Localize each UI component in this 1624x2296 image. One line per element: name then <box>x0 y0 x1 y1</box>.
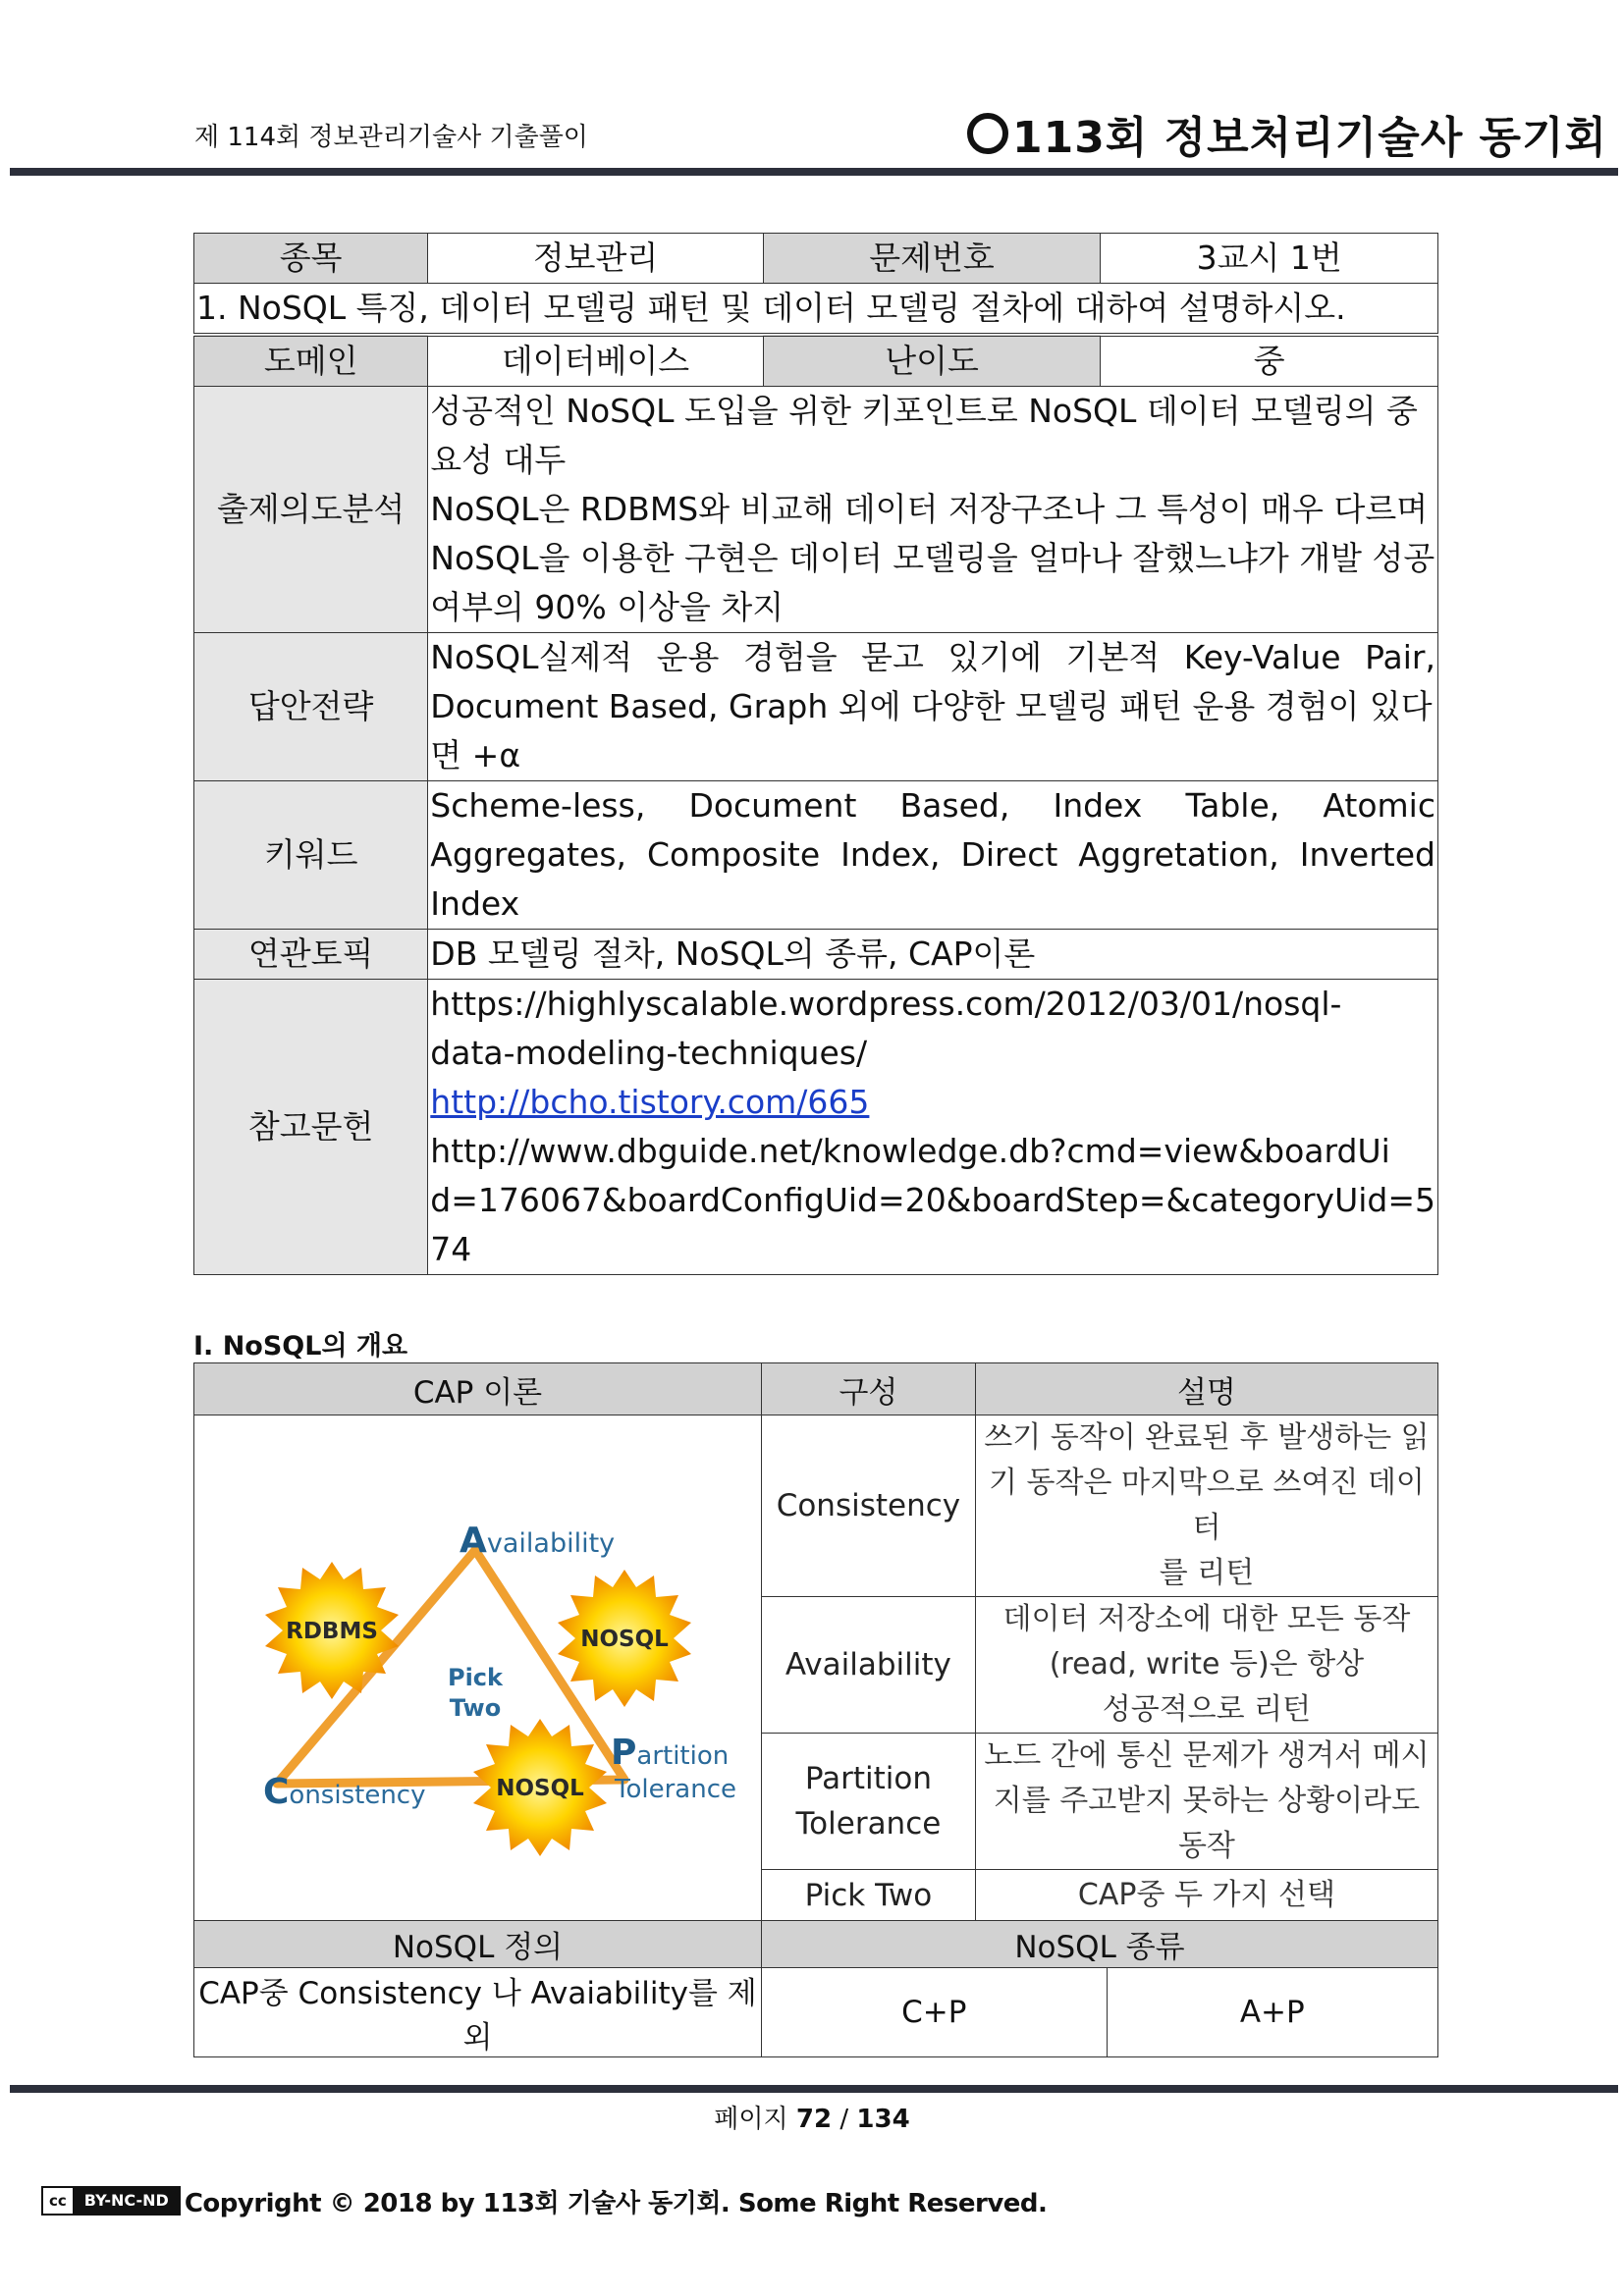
difficulty-label: 난이도 <box>763 335 1101 387</box>
strategy-line: Document Based, Graph 외에 다양한 모델링 패턴 운용 경험이 있다 <box>430 687 1433 725</box>
license-type: BY-NC-ND <box>75 2188 179 2214</box>
cap-col-description: 설명 <box>975 1363 1437 1415</box>
desc-line: 데이터 저장소에 대한 모든 동작 <box>1002 1602 1411 1636</box>
subject-label: 종목 <box>194 234 428 284</box>
desc-line: 기 동작은 마지막으로 쓰여진 데이터 <box>989 1466 1425 1545</box>
page-current: 72 <box>795 2105 833 2134</box>
strategy-label: 답안전략 <box>194 633 428 781</box>
strategy-content <box>428 633 1438 781</box>
cap-component-availability: Availability <box>761 1597 975 1734</box>
cap-col-theory: CAP 이론 <box>194 1363 762 1415</box>
problem-number-label: 문제번호 <box>763 234 1101 284</box>
domain-label: 도메인 <box>194 335 428 387</box>
desc-line: 동작 <box>1177 1829 1235 1863</box>
cap-triangle-diagram <box>202 1442 752 1894</box>
header-divider <box>10 168 1618 176</box>
reference-line: http://www.dbguide.net/knowledge.db?cmd=view&boardUi <box>430 1132 1390 1170</box>
cap-component-consistency: Consistency <box>761 1415 975 1597</box>
strategy-line: NoSQL실제적 운용 경험을 묻고 있기에 기본적 Key-Value Pair, <box>430 638 1435 676</box>
nosql-definition-value: CAP중 Consistency 나 Avaiability를 제외 <box>194 1968 762 2057</box>
related-topic-label: 연관토픽 <box>194 930 428 980</box>
desc-line: 지를 주고받지 못하는 상황이라도 <box>993 1784 1421 1818</box>
desc-line: 를 리턴 <box>1159 1556 1255 1590</box>
desc-line: 쓰기 동작이 완료된 후 발생하는 읽 <box>984 1420 1430 1455</box>
cap-theory-table <box>193 1362 1438 2057</box>
consistency-label: Consistency <box>263 1772 426 1812</box>
reference-content <box>428 980 1438 1275</box>
reference-line: 74 <box>430 1230 472 1268</box>
cc-icon: cc <box>43 2188 75 2214</box>
partition-label: Partition <box>611 1733 730 1773</box>
nosql-type-cp: C+P <box>761 1968 1107 2057</box>
keyword-line: Aggregates, Composite Index, Direct Aggretation, Inverted <box>430 835 1435 874</box>
domain-value: 데이터베이스 <box>428 335 763 387</box>
subject-value: 정보관리 <box>428 234 763 284</box>
pick-two-label: Pick Two <box>448 1664 504 1722</box>
strategy-line: 면 +α <box>430 736 521 774</box>
cap-diagram-cell <box>194 1415 762 1921</box>
cap-desc-consistency <box>975 1415 1437 1597</box>
desc-line: 성공적으로 리턴 <box>1102 1692 1312 1727</box>
intent-content <box>428 387 1438 633</box>
desc-line: (read, write 등)은 항상 <box>1049 1647 1365 1682</box>
cap-desc-partition <box>975 1734 1437 1870</box>
reference-line: https://highlyscalable.wordpress.com/2012/03/01/nosql- <box>430 985 1342 1023</box>
cap-desc-pick-two <box>975 1870 1437 1921</box>
cap-component-pick-two: Pick Two <box>761 1870 975 1921</box>
question-text: 1. NoSQL 특징, 데이터 모델링 패턴 및 데이터 모델링 절차에 대하여 설명하시오. <box>194 284 1438 336</box>
keyword-line: Index <box>430 884 520 923</box>
group-header-title: 113회 정보처리기술사 동기회 <box>1012 113 1608 163</box>
comp-line: Tolerance <box>795 1806 942 1842</box>
tolerance-label: Tolerance <box>615 1775 737 1804</box>
nosql-sun-bottom <box>473 1719 607 1856</box>
cc-license-badge[interactable] <box>41 2186 181 2216</box>
rdbms-sun <box>265 1562 399 1699</box>
nosql-types-label: NoSQL 종류 <box>761 1921 1437 1968</box>
nosql-definition-label: NoSQL 정의 <box>194 1921 762 1968</box>
cap-desc-availability <box>975 1597 1437 1734</box>
footer-divider <box>10 2085 1618 2093</box>
desc-line: 노드 간에 통신 문제가 생겨서 메시 <box>984 1738 1430 1773</box>
difficulty-value: 중 <box>1101 335 1438 387</box>
intent-label: 출제의도분석 <box>194 387 428 633</box>
reference-line: d=176067&boardConfigUid=20&boardStep=&categoryUid=5 <box>430 1181 1435 1219</box>
svg-text:NOSQL: NOSQL <box>496 1776 585 1801</box>
keyword-content <box>428 781 1438 930</box>
intent-line: 성공적인 NoSQL 도입을 위한 키포인트로 NoSQL 데이터 모델링의 중 <box>430 392 1418 430</box>
page-prefix: 페이지 <box>714 2105 788 2134</box>
intent-line: 여부의 90% 이상을 차지 <box>430 588 785 626</box>
keyword-line: Scheme-less, Document Based, Index Table, Atomic <box>430 786 1435 825</box>
link-ring-icon <box>967 113 1008 154</box>
keyword-label: 키워드 <box>194 781 428 930</box>
intent-line: NoSQL을 이용한 구현은 데이터 모델링을 얼마나 잘했느냐가 개발 성공 <box>430 539 1435 577</box>
license-footer <box>41 2186 1047 2216</box>
page-number <box>0 2099 1624 2135</box>
nosql-type-ap: A+P <box>1107 1968 1437 2057</box>
page-total: 134 <box>856 2105 910 2134</box>
problem-number-value: 3교시 1번 <box>1101 234 1438 284</box>
intent-line: 요성 대두 <box>430 441 567 479</box>
document-header-title: 제 114회 정보관리기술사 기출풀이 <box>194 123 588 152</box>
related-topic-value: DB 모델링 절차, NoSQL의 종류, CAP이론 <box>428 930 1438 980</box>
reference-line: data-modeling-techniques/ <box>430 1034 868 1072</box>
svg-text:RDBMS: RDBMS <box>286 1619 379 1644</box>
desc-line: CAP중 두 가지 선택 <box>1077 1877 1335 1912</box>
page-separator: / <box>839 2105 849 2134</box>
reference-label: 참고문헌 <box>194 980 428 1275</box>
group-header-logo <box>967 102 1607 165</box>
cap-component-partition <box>761 1734 975 1870</box>
cap-col-component: 구성 <box>761 1363 975 1415</box>
svg-text:NOSQL: NOSQL <box>580 1627 670 1652</box>
reference-link[interactable]: http://bcho.tistory.com/665 <box>430 1083 870 1121</box>
comp-line: Partition <box>804 1761 933 1796</box>
intent-line: NoSQL은 RDBMS와 비교해 데이터 저장구조나 그 특성이 매우 다르며 <box>430 490 1429 528</box>
availability-label: Availability <box>460 1521 616 1561</box>
nosql-sun-right <box>558 1570 691 1707</box>
copyright-text: Copyright © 2018 by 113회 기술사 동기회. Some Right Reserved. <box>184 2188 1048 2218</box>
section-title: I. NoSQL의 개요 <box>193 1331 408 1362</box>
question-info-table <box>193 233 1438 1275</box>
